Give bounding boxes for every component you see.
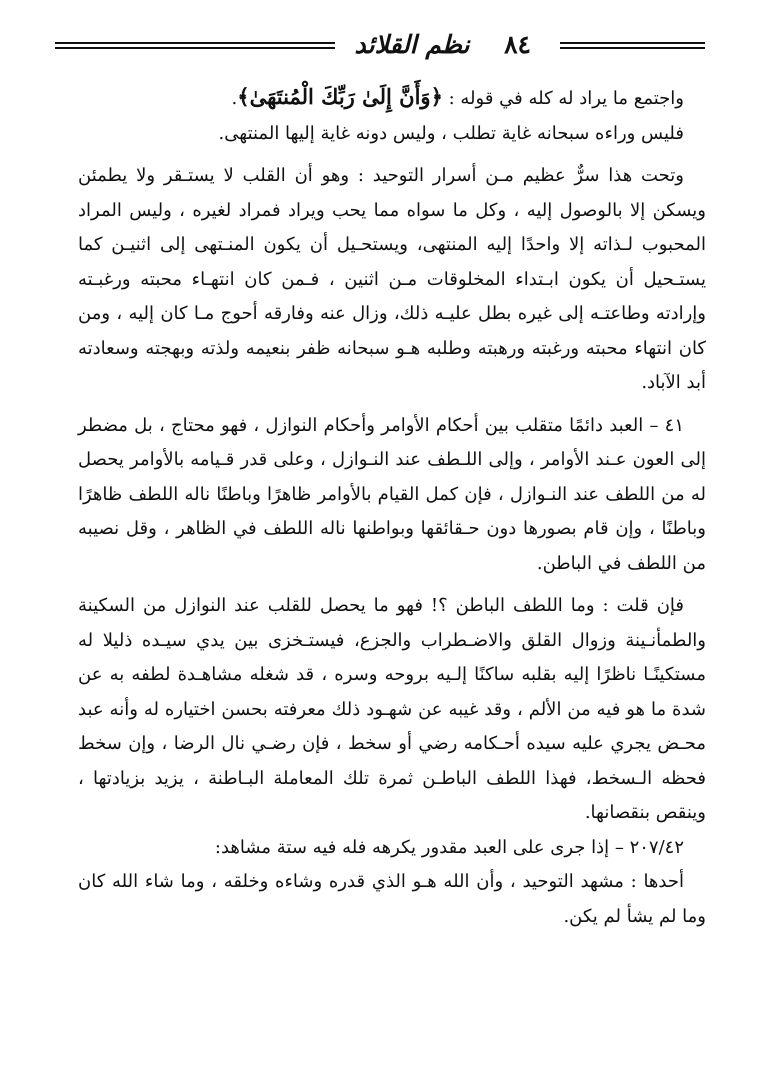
page-number: ٨٤ bbox=[504, 30, 531, 59]
header-rule-right bbox=[560, 42, 705, 51]
running-title: نظم القلائد bbox=[354, 30, 470, 59]
page-body bbox=[78, 80, 706, 934]
paragraph-tail: . bbox=[231, 88, 238, 109]
header-rule-left bbox=[55, 42, 335, 51]
paragraph: وتحت هذا سرٌّ عظيم مـن أسرار التوحيد : وهو أن القلب لا يستـقر ولا يطمئن ويسكن إلا بالوصول إليه ، وكل ما سواه مما يحب ويراد فمراد لغيره ، وليس المراد المحبوب لـذاته إلا واحدًا إليه المنتهى، ويستحـيل أن يكون المنـتهى إلى اثنيـن كما يستـحيل أن يكون ابـتداء المخلوقات مـن اثنين ، فـمن كان انتهـاء محبته ورغبـته وإرادته وطاعتـه إلى غيره بطل عليـه ذلك، وزال عنه وفارقه أحوج مـا كان إليه ، ومن كان انتهاء محبته ورغبته ورهبته وطلبه هـو سبحانه ظفر بنعيمه ولذته وبهجته وسعادته أبد الآباد. bbox=[78, 165, 706, 393]
paragraph: أحدها : مشهد التوحيد ، وأن الله هـو الذي قدره وشاءه وخلقه ، وما شاء الله كان وما لم يشأ لم يكن. bbox=[78, 871, 706, 927]
paragraph-section-42: ٢٠٧/٤٢ – إذا جرى على العبد مقدور يكرهه فله فيه ستة مشاهد: bbox=[214, 836, 684, 858]
quran-verse: ﴿وَأَنَّ إِلَىٰ رَبِّكَ الْمُنتَهَىٰ﴾ bbox=[237, 84, 443, 109]
paragraph-lead-text: واجتمع ما يراد له كله في قوله : bbox=[442, 88, 684, 109]
paragraph-verse bbox=[78, 80, 706, 117]
paragraph-section-41: ٤١ – العبد دائمًا متقلب بين أحكام الأوامر وأحكام النوازل ، فهو محتاج ، بل مضطر إلى العون عـند الأوامر ، وإلى اللـطف عند النـوازل ، وعلى قدر قـيامه بالأوامر يحصل له من اللطف عند النـوازل ، فإن كمل القيام بالأوامر ظاهرًا وباطنًا ناله اللطف ظاهرًا وباطنًا ، وإن قام بصورها دون حـقائقها وبواطنها ناله اللطف في الظاهر ، وقل نصيبه من اللطف في الباطن. bbox=[78, 414, 706, 574]
page-header bbox=[55, 28, 705, 68]
paragraph: فإن قلت : وما اللطف الباطن ؟! فهو ما يحصل للقلب عند النوازل من السكينة والطمأنـينة وزوال القلق والاضـطراب والجزع، فيستـخزى بين يدي سيـده ذليلا له مستكينًـا ناظرًا إليه بقلبه ساكنًا إلـيه بروحه وسره ، قد شغله مشاهـدة لطفه به عن شدة ما هو فيه من الألم ، وقد غيبه عن شهـود ذلك معرفته بحسن اختياره له وأنه عبد محـض يجري عليه سيده أحـكامه رضي أو سخط ، فإن رضـي نال الرضا ، وإن سخط فحظه الـسخط، فهذا اللطف الباطـن ثمرة تلك المعاملة البـاطنة ، يزيد بزيادتها ، وينقص بنقصانها. bbox=[78, 595, 706, 823]
paragraph: فليس وراءه سبحانه غاية تطلب ، وليس دونه غاية إليها المنتهى. bbox=[218, 122, 684, 144]
